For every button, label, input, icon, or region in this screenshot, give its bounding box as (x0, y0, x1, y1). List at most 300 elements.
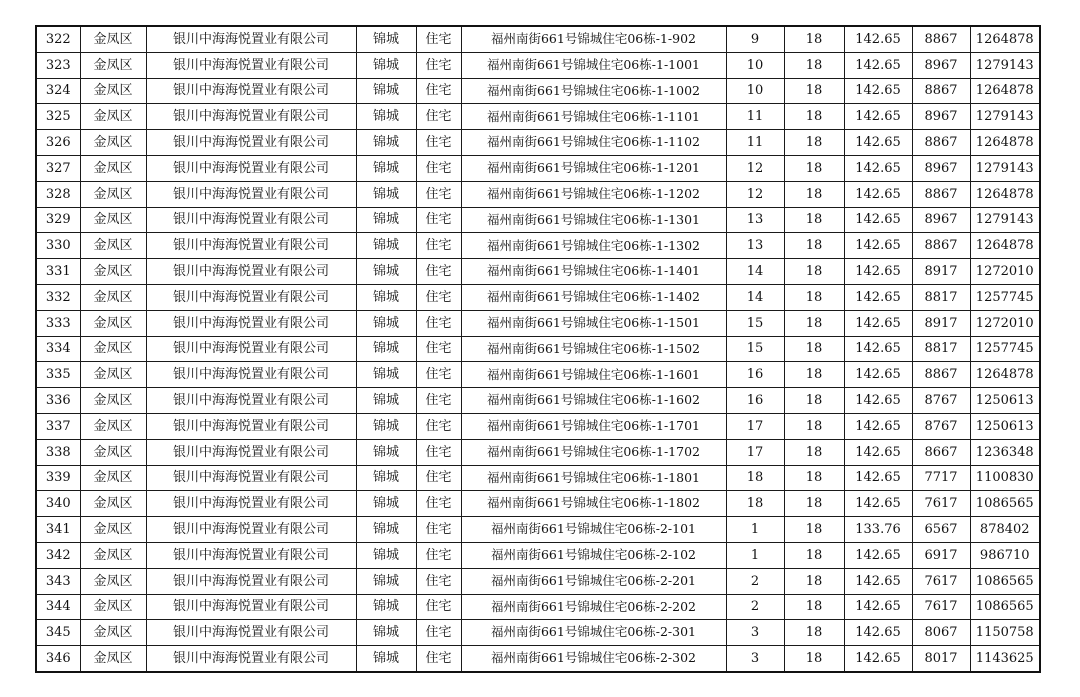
floor-cell: 11 (726, 104, 784, 130)
row-number-cell: 345 (36, 620, 80, 646)
address-cell: 福州南街661号锦城住宅06栋-1-1702 (461, 439, 726, 465)
area-cell: 142.65 (844, 259, 912, 285)
area-cell: 133.76 (844, 517, 912, 543)
table-body (36, 26, 1040, 672)
table-row (36, 207, 1040, 233)
unit-price-cell: 8767 (912, 413, 970, 439)
district-cell: 金凤区 (80, 491, 146, 517)
total-floors-cell: 18 (784, 52, 844, 78)
district-cell: 金凤区 (80, 542, 146, 568)
property-type-cell: 住宅 (416, 336, 461, 362)
address-cell: 福州南街661号锦城住宅06栋-1-1501 (461, 310, 726, 336)
total-floors-cell: 18 (784, 259, 844, 285)
total-price-cell: 1264878 (970, 181, 1040, 207)
total-price-cell: 1257745 (970, 336, 1040, 362)
area-cell: 142.65 (844, 388, 912, 414)
developer-cell: 银川中海海悦置业有限公司 (146, 284, 356, 310)
row-number-cell: 336 (36, 388, 80, 414)
floor-cell: 15 (726, 336, 784, 362)
district-cell: 金凤区 (80, 646, 146, 672)
property-type-cell: 住宅 (416, 259, 461, 285)
property-type-cell: 住宅 (416, 465, 461, 491)
property-type-cell: 住宅 (416, 104, 461, 130)
row-number-cell: 330 (36, 233, 80, 259)
project-cell: 锦城 (356, 181, 416, 207)
total-price-cell: 1272010 (970, 310, 1040, 336)
total-floors-cell: 18 (784, 517, 844, 543)
address-cell: 福州南街661号锦城住宅06栋-1-1602 (461, 388, 726, 414)
total-floors-cell: 18 (784, 181, 844, 207)
total-floors-cell: 18 (784, 155, 844, 181)
total-floors-cell: 18 (784, 78, 844, 104)
developer-cell: 银川中海海悦置业有限公司 (146, 155, 356, 181)
project-cell: 锦城 (356, 233, 416, 259)
project-cell: 锦城 (356, 207, 416, 233)
district-cell: 金凤区 (80, 517, 146, 543)
area-cell: 142.65 (844, 594, 912, 620)
address-cell: 福州南街661号锦城住宅06栋-2-102 (461, 542, 726, 568)
total-price-cell: 1264878 (970, 233, 1040, 259)
address-cell: 福州南街661号锦城住宅06栋-1-1502 (461, 336, 726, 362)
project-cell: 锦城 (356, 413, 416, 439)
table-row (36, 181, 1040, 207)
property-type-cell: 住宅 (416, 130, 461, 156)
district-cell: 金凤区 (80, 78, 146, 104)
property-type-cell: 住宅 (416, 207, 461, 233)
unit-price-cell: 8917 (912, 259, 970, 285)
project-cell: 锦城 (356, 620, 416, 646)
table-row (36, 568, 1040, 594)
floor-cell: 11 (726, 130, 784, 156)
property-type-cell: 住宅 (416, 310, 461, 336)
area-cell: 142.65 (844, 620, 912, 646)
total-floors-cell: 18 (784, 413, 844, 439)
table-row (36, 155, 1040, 181)
floor-cell: 2 (726, 568, 784, 594)
property-type-cell: 住宅 (416, 439, 461, 465)
row-number-cell: 346 (36, 646, 80, 672)
district-cell: 金凤区 (80, 259, 146, 285)
total-floors-cell: 18 (784, 207, 844, 233)
table-row (36, 594, 1040, 620)
unit-price-cell: 8667 (912, 439, 970, 465)
project-cell: 锦城 (356, 259, 416, 285)
unit-price-cell: 7617 (912, 568, 970, 594)
total-price-cell: 1250613 (970, 413, 1040, 439)
area-cell: 142.65 (844, 78, 912, 104)
property-type-cell: 住宅 (416, 181, 461, 207)
project-cell: 锦城 (356, 568, 416, 594)
district-cell: 金凤区 (80, 413, 146, 439)
developer-cell: 银川中海海悦置业有限公司 (146, 542, 356, 568)
developer-cell: 银川中海海悦置业有限公司 (146, 130, 356, 156)
floor-cell: 16 (726, 388, 784, 414)
row-number-cell: 335 (36, 362, 80, 388)
district-cell: 金凤区 (80, 52, 146, 78)
unit-price-cell: 7617 (912, 594, 970, 620)
floor-cell: 2 (726, 594, 784, 620)
property-type-cell: 住宅 (416, 52, 461, 78)
project-cell: 锦城 (356, 388, 416, 414)
developer-cell: 银川中海海悦置业有限公司 (146, 259, 356, 285)
floor-cell: 15 (726, 310, 784, 336)
area-cell: 142.65 (844, 439, 912, 465)
table-row (36, 362, 1040, 388)
unit-price-cell: 7717 (912, 465, 970, 491)
row-number-cell: 343 (36, 568, 80, 594)
area-cell: 142.65 (844, 310, 912, 336)
row-number-cell: 326 (36, 130, 80, 156)
project-cell: 锦城 (356, 465, 416, 491)
address-cell: 福州南街661号锦城住宅06栋-2-201 (461, 568, 726, 594)
district-cell: 金凤区 (80, 594, 146, 620)
total-price-cell: 1100830 (970, 465, 1040, 491)
row-number-cell: 338 (36, 439, 80, 465)
address-cell: 福州南街661号锦城住宅06栋-1-1001 (461, 52, 726, 78)
property-type-cell: 住宅 (416, 155, 461, 181)
developer-cell: 银川中海海悦置业有限公司 (146, 233, 356, 259)
row-number-cell: 323 (36, 52, 80, 78)
address-cell: 福州南街661号锦城住宅06栋-2-202 (461, 594, 726, 620)
total-price-cell: 1143625 (970, 646, 1040, 672)
address-cell: 福州南街661号锦城住宅06栋-1-1201 (461, 155, 726, 181)
property-type-cell: 住宅 (416, 594, 461, 620)
developer-cell: 银川中海海悦置业有限公司 (146, 568, 356, 594)
unit-price-cell: 8867 (912, 130, 970, 156)
floor-cell: 14 (726, 259, 784, 285)
floor-cell: 3 (726, 646, 784, 672)
total-floors-cell: 18 (784, 388, 844, 414)
area-cell: 142.65 (844, 284, 912, 310)
row-number-cell: 339 (36, 465, 80, 491)
total-floors-cell: 18 (784, 568, 844, 594)
unit-price-cell: 8967 (912, 104, 970, 130)
project-cell: 锦城 (356, 155, 416, 181)
address-cell: 福州南街661号锦城住宅06栋-1-1101 (461, 104, 726, 130)
property-type-cell: 住宅 (416, 646, 461, 672)
district-cell: 金凤区 (80, 310, 146, 336)
developer-cell: 银川中海海悦置业有限公司 (146, 517, 356, 543)
unit-price-cell: 8967 (912, 155, 970, 181)
area-cell: 142.65 (844, 336, 912, 362)
area-cell: 142.65 (844, 413, 912, 439)
developer-cell: 银川中海海悦置业有限公司 (146, 388, 356, 414)
row-number-cell: 325 (36, 104, 80, 130)
total-floors-cell: 18 (784, 465, 844, 491)
district-cell: 金凤区 (80, 207, 146, 233)
unit-price-cell: 8067 (912, 620, 970, 646)
district-cell: 金凤区 (80, 465, 146, 491)
property-type-cell: 住宅 (416, 517, 461, 543)
developer-cell: 银川中海海悦置业有限公司 (146, 594, 356, 620)
project-cell: 锦城 (356, 284, 416, 310)
table-row (36, 52, 1040, 78)
project-cell: 锦城 (356, 78, 416, 104)
table-row (36, 439, 1040, 465)
area-cell: 142.65 (844, 362, 912, 388)
row-number-cell: 334 (36, 336, 80, 362)
developer-cell: 银川中海海悦置业有限公司 (146, 78, 356, 104)
project-cell: 锦城 (356, 594, 416, 620)
developer-cell: 银川中海海悦置业有限公司 (146, 413, 356, 439)
area-cell: 142.65 (844, 52, 912, 78)
area-cell: 142.65 (844, 491, 912, 517)
project-cell: 锦城 (356, 310, 416, 336)
address-cell: 福州南街661号锦城住宅06栋-1-902 (461, 26, 726, 52)
row-number-cell: 333 (36, 310, 80, 336)
property-type-cell: 住宅 (416, 26, 461, 52)
total-price-cell: 878402 (970, 517, 1040, 543)
total-floors-cell: 18 (784, 233, 844, 259)
unit-price-cell: 8017 (912, 646, 970, 672)
total-floors-cell: 18 (784, 439, 844, 465)
floor-cell: 16 (726, 362, 784, 388)
unit-price-cell: 8917 (912, 310, 970, 336)
total-floors-cell: 18 (784, 646, 844, 672)
unit-price-cell: 8867 (912, 233, 970, 259)
row-number-cell: 342 (36, 542, 80, 568)
area-cell: 142.65 (844, 465, 912, 491)
table-row (36, 646, 1040, 672)
table-row (36, 26, 1040, 52)
floor-cell: 12 (726, 155, 784, 181)
area-cell: 142.65 (844, 207, 912, 233)
developer-cell: 银川中海海悦置业有限公司 (146, 181, 356, 207)
district-cell: 金凤区 (80, 26, 146, 52)
row-number-cell: 327 (36, 155, 80, 181)
floor-cell: 12 (726, 181, 784, 207)
project-cell: 锦城 (356, 104, 416, 130)
table-row (36, 620, 1040, 646)
project-cell: 锦城 (356, 130, 416, 156)
table-row (36, 130, 1040, 156)
floor-cell: 18 (726, 491, 784, 517)
district-cell: 金凤区 (80, 181, 146, 207)
row-number-cell: 328 (36, 181, 80, 207)
developer-cell: 银川中海海悦置业有限公司 (146, 465, 356, 491)
unit-price-cell: 6567 (912, 517, 970, 543)
project-cell: 锦城 (356, 517, 416, 543)
address-cell: 福州南街661号锦城住宅06栋-1-1801 (461, 465, 726, 491)
area-cell: 142.65 (844, 26, 912, 52)
unit-price-cell: 6917 (912, 542, 970, 568)
address-cell: 福州南街661号锦城住宅06栋-1-1802 (461, 491, 726, 517)
row-number-cell: 324 (36, 78, 80, 104)
address-cell: 福州南街661号锦城住宅06栋-1-1102 (461, 130, 726, 156)
developer-cell: 银川中海海悦置业有限公司 (146, 362, 356, 388)
total-floors-cell: 18 (784, 362, 844, 388)
total-price-cell: 1086565 (970, 568, 1040, 594)
row-number-cell: 332 (36, 284, 80, 310)
district-cell: 金凤区 (80, 233, 146, 259)
unit-price-cell: 8967 (912, 207, 970, 233)
floor-cell: 17 (726, 413, 784, 439)
table-row (36, 259, 1040, 285)
property-type-cell: 住宅 (416, 284, 461, 310)
unit-price-cell: 8817 (912, 336, 970, 362)
floor-cell: 9 (726, 26, 784, 52)
floor-cell: 1 (726, 542, 784, 568)
area-cell: 142.65 (844, 542, 912, 568)
floor-cell: 10 (726, 52, 784, 78)
total-floors-cell: 18 (784, 491, 844, 517)
total-price-cell: 986710 (970, 542, 1040, 568)
row-number-cell: 322 (36, 26, 80, 52)
total-price-cell: 1279143 (970, 155, 1040, 181)
area-cell: 142.65 (844, 130, 912, 156)
table-row (36, 336, 1040, 362)
district-cell: 金凤区 (80, 362, 146, 388)
total-price-cell: 1264878 (970, 130, 1040, 156)
floor-cell: 13 (726, 207, 784, 233)
district-cell: 金凤区 (80, 284, 146, 310)
total-price-cell: 1236348 (970, 439, 1040, 465)
table-row (36, 542, 1040, 568)
property-type-cell: 住宅 (416, 542, 461, 568)
area-cell: 142.65 (844, 104, 912, 130)
floor-cell: 3 (726, 620, 784, 646)
area-cell: 142.65 (844, 181, 912, 207)
address-cell: 福州南街661号锦城住宅06栋-1-1002 (461, 78, 726, 104)
project-cell: 锦城 (356, 26, 416, 52)
total-price-cell: 1264878 (970, 78, 1040, 104)
row-number-cell: 329 (36, 207, 80, 233)
total-price-cell: 1279143 (970, 104, 1040, 130)
area-cell: 142.65 (844, 646, 912, 672)
address-cell: 福州南街661号锦城住宅06栋-2-101 (461, 517, 726, 543)
row-number-cell: 331 (36, 259, 80, 285)
total-price-cell: 1086565 (970, 491, 1040, 517)
total-floors-cell: 18 (784, 594, 844, 620)
total-floors-cell: 18 (784, 310, 844, 336)
developer-cell: 银川中海海悦置业有限公司 (146, 26, 356, 52)
unit-price-cell: 8817 (912, 284, 970, 310)
table-row (36, 517, 1040, 543)
property-type-cell: 住宅 (416, 233, 461, 259)
district-cell: 金凤区 (80, 568, 146, 594)
unit-price-cell: 8867 (912, 362, 970, 388)
address-cell: 福州南街661号锦城住宅06栋-1-1202 (461, 181, 726, 207)
district-cell: 金凤区 (80, 130, 146, 156)
table-row (36, 78, 1040, 104)
address-cell: 福州南街661号锦城住宅06栋-1-1701 (461, 413, 726, 439)
developer-cell: 银川中海海悦置业有限公司 (146, 336, 356, 362)
project-cell: 锦城 (356, 336, 416, 362)
developer-cell: 银川中海海悦置业有限公司 (146, 104, 356, 130)
developer-cell: 银川中海海悦置业有限公司 (146, 620, 356, 646)
address-cell: 福州南街661号锦城住宅06栋-1-1601 (461, 362, 726, 388)
floor-cell: 18 (726, 465, 784, 491)
project-cell: 锦城 (356, 362, 416, 388)
row-number-cell: 340 (36, 491, 80, 517)
property-type-cell: 住宅 (416, 362, 461, 388)
total-price-cell: 1264878 (970, 26, 1040, 52)
address-cell: 福州南街661号锦城住宅06栋-2-301 (461, 620, 726, 646)
total-price-cell: 1279143 (970, 52, 1040, 78)
floor-cell: 10 (726, 78, 784, 104)
total-floors-cell: 18 (784, 620, 844, 646)
project-cell: 锦城 (356, 491, 416, 517)
developer-cell: 银川中海海悦置业有限公司 (146, 52, 356, 78)
table-row (36, 413, 1040, 439)
property-type-cell: 住宅 (416, 620, 461, 646)
address-cell: 福州南街661号锦城住宅06栋-2-302 (461, 646, 726, 672)
project-cell: 锦城 (356, 439, 416, 465)
developer-cell: 银川中海海悦置业有限公司 (146, 646, 356, 672)
unit-price-cell: 8967 (912, 52, 970, 78)
total-price-cell: 1257745 (970, 284, 1040, 310)
total-price-cell: 1086565 (970, 594, 1040, 620)
total-price-cell: 1279143 (970, 207, 1040, 233)
table-row (36, 233, 1040, 259)
total-price-cell: 1250613 (970, 388, 1040, 414)
area-cell: 142.65 (844, 155, 912, 181)
address-cell: 福州南街661号锦城住宅06栋-1-1301 (461, 207, 726, 233)
unit-price-cell: 8867 (912, 181, 970, 207)
floor-cell: 14 (726, 284, 784, 310)
total-floors-cell: 18 (784, 336, 844, 362)
district-cell: 金凤区 (80, 620, 146, 646)
row-number-cell: 337 (36, 413, 80, 439)
address-cell: 福州南街661号锦城住宅06栋-1-1402 (461, 284, 726, 310)
row-number-cell: 341 (36, 517, 80, 543)
developer-cell: 银川中海海悦置业有限公司 (146, 310, 356, 336)
district-cell: 金凤区 (80, 104, 146, 130)
property-type-cell: 住宅 (416, 568, 461, 594)
floor-cell: 17 (726, 439, 784, 465)
address-cell: 福州南街661号锦城住宅06栋-1-1401 (461, 259, 726, 285)
floor-cell: 13 (726, 233, 784, 259)
property-type-cell: 住宅 (416, 388, 461, 414)
unit-price-cell: 8867 (912, 78, 970, 104)
total-floors-cell: 18 (784, 542, 844, 568)
unit-price-cell: 8767 (912, 388, 970, 414)
district-cell: 金凤区 (80, 336, 146, 362)
area-cell: 142.65 (844, 233, 912, 259)
unit-price-cell: 8867 (912, 26, 970, 52)
table-row (36, 491, 1040, 517)
district-cell: 金凤区 (80, 439, 146, 465)
table-row (36, 388, 1040, 414)
row-number-cell: 344 (36, 594, 80, 620)
floor-cell: 1 (726, 517, 784, 543)
developer-cell: 银川中海海悦置业有限公司 (146, 439, 356, 465)
table-row (36, 104, 1040, 130)
total-floors-cell: 18 (784, 130, 844, 156)
property-type-cell: 住宅 (416, 491, 461, 517)
unit-price-cell: 7617 (912, 491, 970, 517)
property-type-cell: 住宅 (416, 413, 461, 439)
district-cell: 金凤区 (80, 155, 146, 181)
total-floors-cell: 18 (784, 284, 844, 310)
table-row (36, 284, 1040, 310)
total-price-cell: 1272010 (970, 259, 1040, 285)
project-cell: 锦城 (356, 646, 416, 672)
total-floors-cell: 18 (784, 26, 844, 52)
project-cell: 锦城 (356, 542, 416, 568)
developer-cell: 银川中海海悦置业有限公司 (146, 207, 356, 233)
total-price-cell: 1264878 (970, 362, 1040, 388)
total-price-cell: 1150758 (970, 620, 1040, 646)
area-cell: 142.65 (844, 568, 912, 594)
price-listing-table (35, 25, 1041, 673)
table-row (36, 310, 1040, 336)
developer-cell: 银川中海海悦置业有限公司 (146, 491, 356, 517)
table-row (36, 465, 1040, 491)
address-cell: 福州南街661号锦城住宅06栋-1-1302 (461, 233, 726, 259)
property-type-cell: 住宅 (416, 78, 461, 104)
district-cell: 金凤区 (80, 388, 146, 414)
